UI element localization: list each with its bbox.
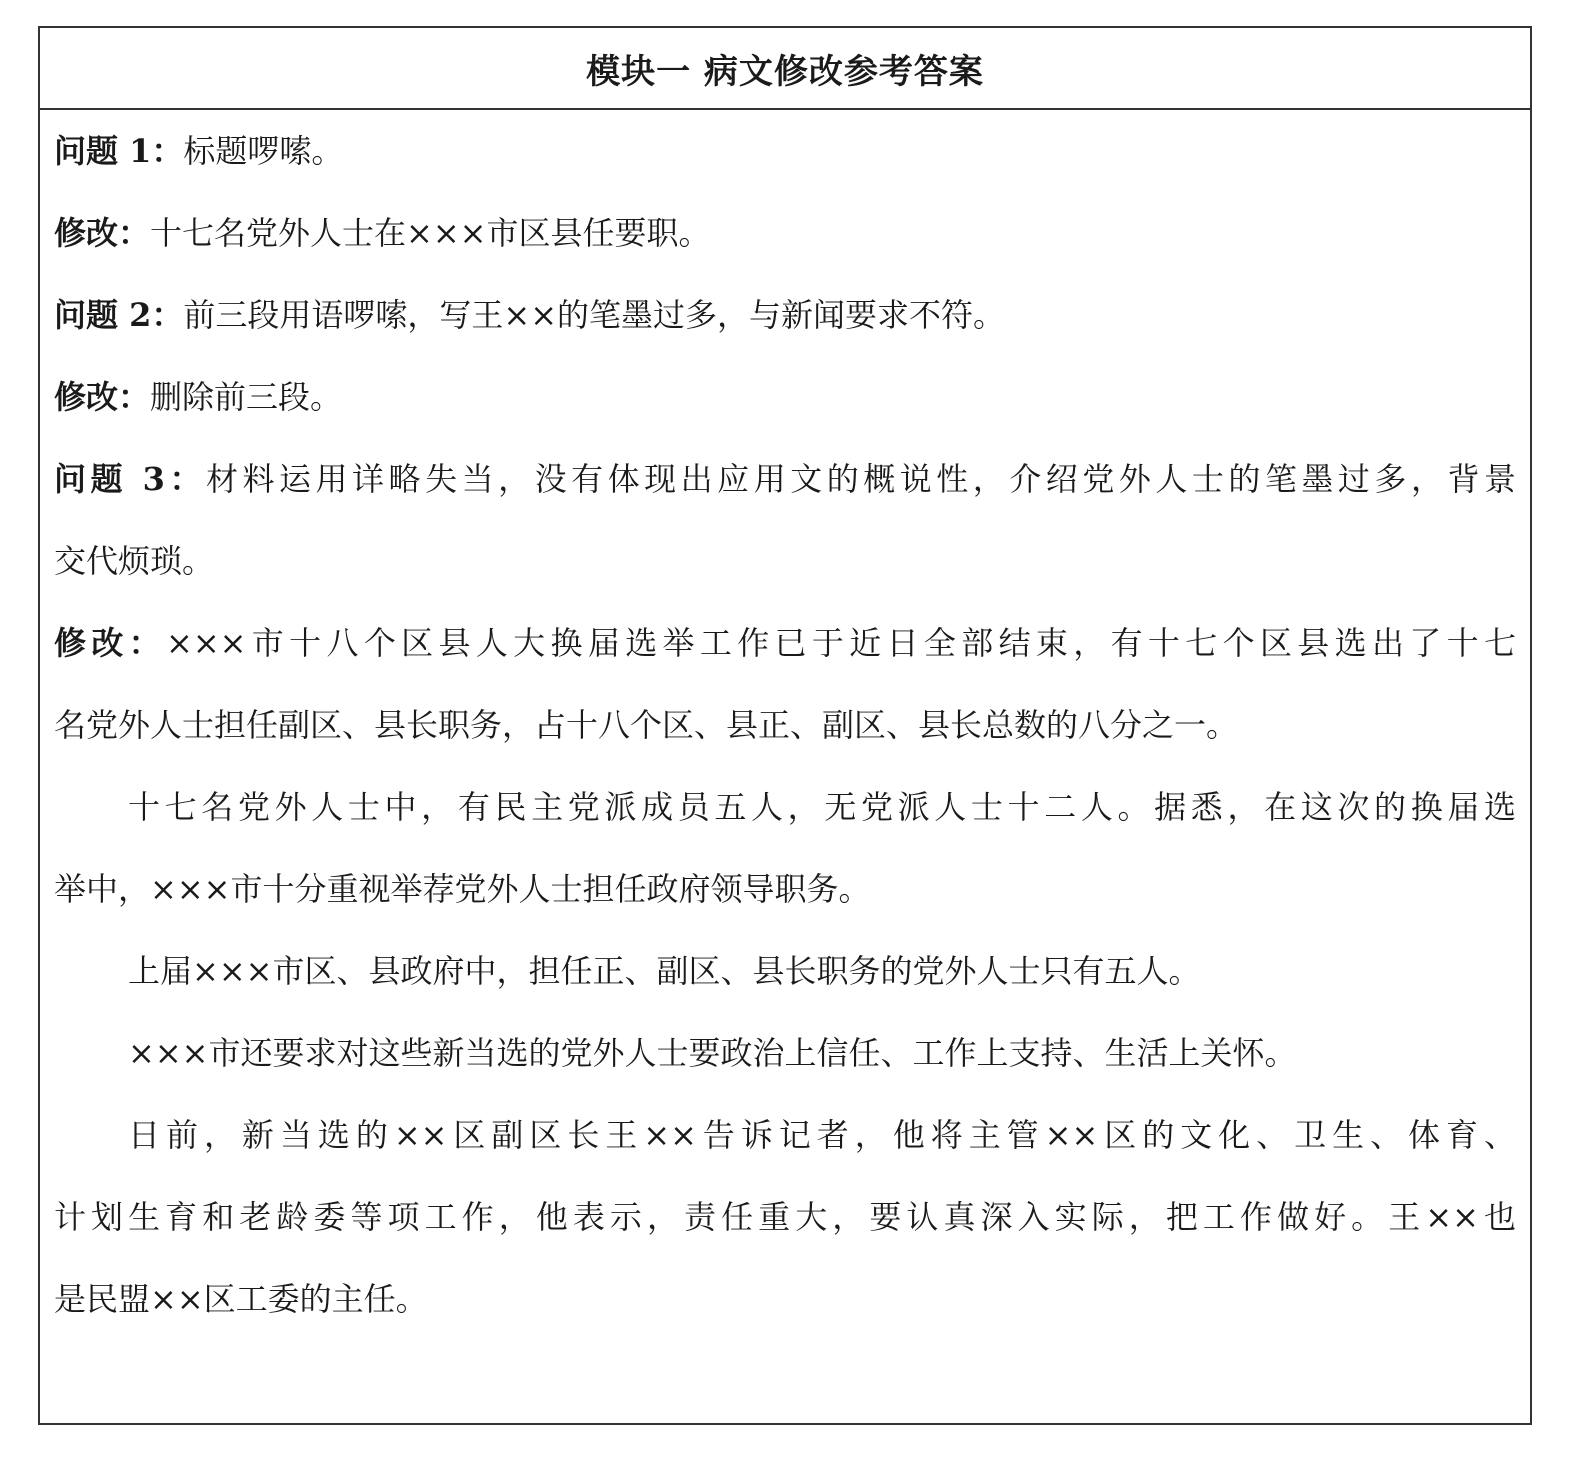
revision-3-p1-text-1: ×××市十八个区县人大换届选举工作已于近日全部结束，有十七个区县选出了十七 xyxy=(166,624,1516,662)
revision-3-p2-line-1 xyxy=(54,766,1516,848)
problem-3-text-1: 材料运用详略失当，没有体现出应用文的概说性，介绍党外人士的笔墨过多，背景 xyxy=(205,460,1516,498)
revision-3-p5-line-1 xyxy=(54,1094,1516,1176)
revision-2-label: 修改： xyxy=(54,378,151,416)
problem-2 xyxy=(54,274,1516,356)
problem-3-label: 问题 3： xyxy=(54,460,206,498)
problem-1 xyxy=(54,110,1516,192)
problem-1-text: 标题啰嗦。 xyxy=(183,132,344,170)
answer-table xyxy=(38,26,1532,1425)
revision-1 xyxy=(54,192,1516,274)
revision-3-p1-line-2 xyxy=(54,684,1516,766)
revision-3-p2-line-2 xyxy=(54,848,1516,930)
title-row xyxy=(40,28,1530,110)
revision-3-p5-text-1: 日前，新当选的××区副区长王××告诉记者，他将主管××区的文化、卫生、体育、 xyxy=(128,1116,1516,1154)
revision-1-label: 修改： xyxy=(54,214,151,252)
problem-1-label: 问题 1： xyxy=(54,132,184,170)
revision-3-p5-line-2 xyxy=(54,1176,1516,1258)
problem-3-line-1 xyxy=(54,438,1516,520)
revision-3-p3-text-1: 上届×××市区、县政府中，担任正、副区、县长职务的党外人士只有五人。 xyxy=(128,952,1201,990)
document-title: 模块一 病文修改参考答案 xyxy=(586,51,984,92)
answer-content xyxy=(40,110,1530,1340)
revision-3-p4-text-1: ×××市还要求对这些新当选的党外人士要政治上信任、工作上支持、生活上关怀。 xyxy=(128,1034,1297,1072)
revision-3-p2-text-1: 十七名党外人士中，有民主党派成员五人，无党派人士十二人。据悉，在这次的换届选 xyxy=(128,788,1516,826)
problem-2-label: 问题 2： xyxy=(54,296,184,334)
revision-3-p1-text-2: 名党外人士担任副区、县长职务，占十八个区、县正、副区、县长总数的八分之一。 xyxy=(54,706,1239,744)
revision-2-text: 删除前三段。 xyxy=(150,378,343,416)
revision-3-p5-line-3 xyxy=(54,1258,1516,1340)
revision-1-text: 十七名党外人士在×××市区县任要职。 xyxy=(150,214,711,252)
revision-3-p5-text-2: 计划生育和老龄委等项工作，他表示，责任重大，要认真深入实际，把工作做好。王××也 xyxy=(54,1198,1516,1236)
revision-3-p1-line-1 xyxy=(54,602,1516,684)
revision-3-p5-text-3: 是民盟××区工委的主任。 xyxy=(54,1280,428,1318)
revision-2 xyxy=(54,356,1516,438)
problem-3-line-2 xyxy=(54,520,1516,602)
problem-2-text: 前三段用语啰嗦，写王××的笔墨过多，与新闻要求不符。 xyxy=(183,296,1006,334)
revision-3-p4-line-1 xyxy=(54,1012,1516,1094)
revision-3-p3-line-1 xyxy=(54,930,1516,1012)
revision-3-p2-text-2: 举中，×××市十分重视举荐党外人士担任政府领导职务。 xyxy=(54,870,871,908)
problem-3-text-2: 交代烦琐。 xyxy=(54,542,215,580)
revision-3-label: 修改： xyxy=(54,624,167,662)
